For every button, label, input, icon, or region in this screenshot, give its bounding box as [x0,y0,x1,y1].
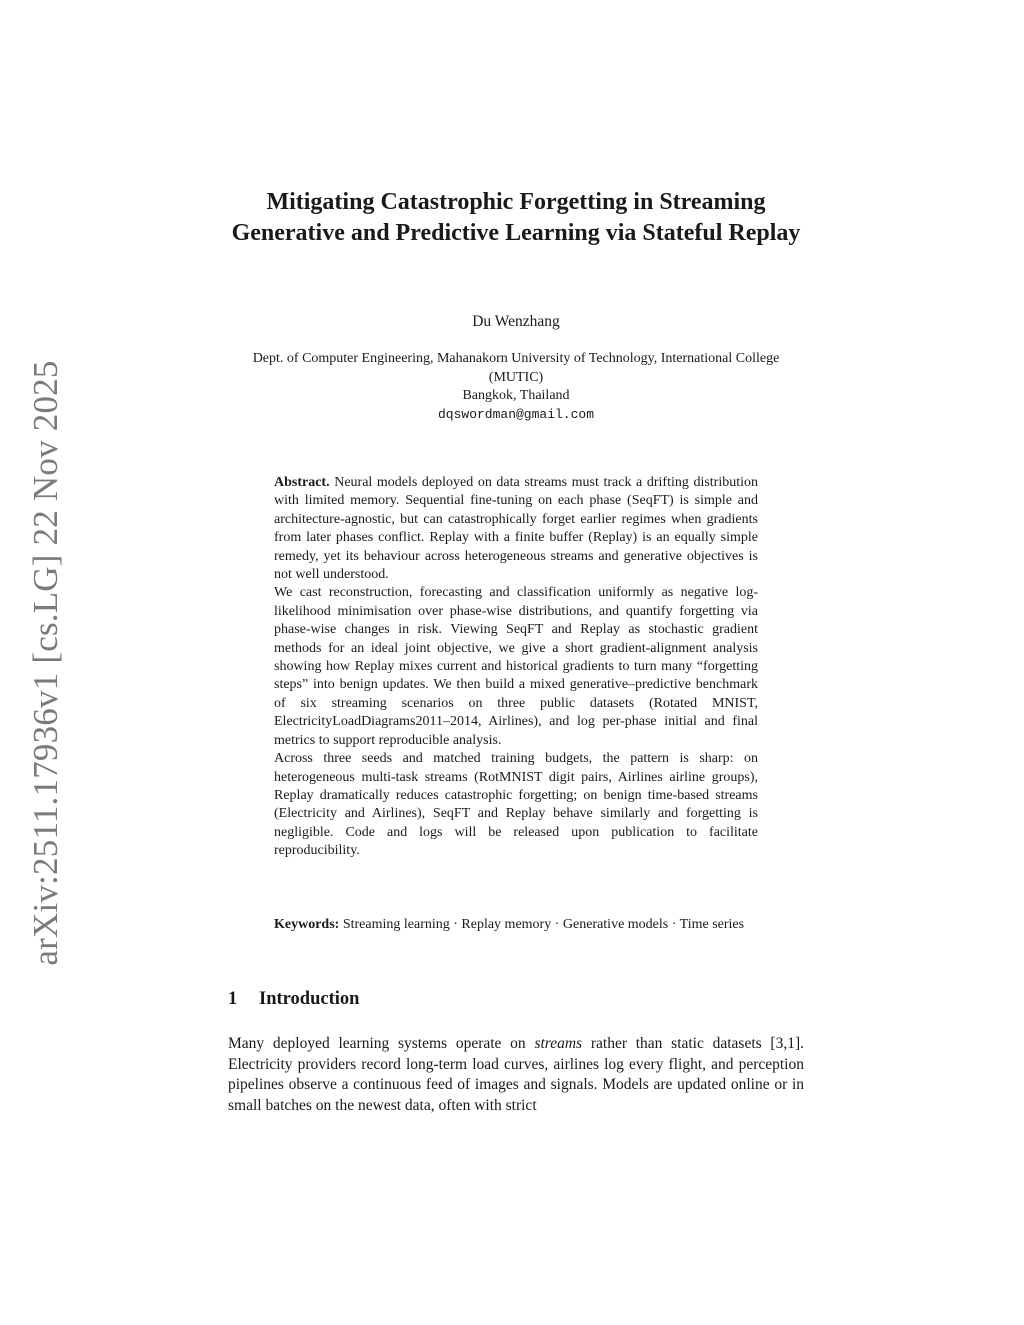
section-heading-introduction [228,989,804,1010]
intro-text-before: Many deployed learning systems operate on [228,1035,526,1052]
intro-text-after: rather than static datasets [3,1]. Electricity providers record long-term load curves, airlines log every flight, and perception pipelines observe a continuous feed of images and signals. Models are updated online or in small batches on the newest data, often with strict [228,1035,804,1115]
affiliation-institution: Dept. of Computer Engineering, Mahanakorn University of Technology, International College (MUTIC) [252,351,780,385]
keywords-label: Keywords: [274,917,340,932]
abstract-paragraph-3: Across three seeds and matched training budgets, the pattern is sharp: on heterogeneous multi-task streams (RotMNIST digit pairs, Airlines airline groups), Replay dramatically reduces catastrophic forgetting; on benign time-based streams (Electricity and Airlines), SeqFT and Replay behave similarly and forgetting is negligible. Code and logs will be released upon publication to facilitate reproducibility. [274,751,758,859]
abstract-paragraph-1 [274,474,758,584]
author-email: dqswordman@gmail.com [437,406,595,422]
intro-emphasis: streams [534,1035,583,1052]
section-number: 1 [228,989,238,1009]
paper-title: Mitigating Catastrophic Forgetting in Streaming Generative and Predictive Learning via Stateful Replay [231,189,801,246]
abstract-text-1: Neural models deployed on data streams must track a drifting distribution with limited memory. Sequential fine-tuning on each phase (SeqFT) is simple and architecture-agnostic, but can catastrophically forget earlier regimes when gradients from later phases conflict. Replay with a finite buffer (Replay) is an equally simple remedy, yet its behaviour across heterogeneous streams and generative objectives is not well understood. [274,475,759,583]
affiliation-location: Bangkok, Thailand [462,388,570,403]
arxiv-identifier: arXiv:2511.17936v1 [cs.LG] 22 Nov 2025 [26,360,65,966]
section-title: Introduction [259,989,360,1009]
keywords [274,916,758,934]
abstract-paragraph-2: We cast reconstruction, forecasting and classification uniformly as negative log-likelihood minimisation over phase-wise distributions, and quantify forgetting via phase-wise changes in risk. Viewing SeqFT and Replay as stochastic gradient methods for an ideal joint objective, we give a short gradient-alignment analysis showing how Replay mixes current and historical gradients to turn many “forgetting steps” into benign updates. We then build a mixed generative–predictive benchmark of six streaming scenarios on three public datasets (Rotated MNIST, ElectricityLoadDiagrams2011–2014, Airlines), and log per-phase initial and final metrics to support reproducible analysis. [274,585,758,748]
author-name: Du Wenzhang [472,313,560,330]
keywords-text: Streaming learning · Replay memory · Generative models · Time series [342,917,745,932]
introduction-paragraph [228,1034,804,1117]
abstract [274,474,758,861]
affiliation-block [228,350,804,424]
abstract-label: Abstract. [274,475,330,490]
